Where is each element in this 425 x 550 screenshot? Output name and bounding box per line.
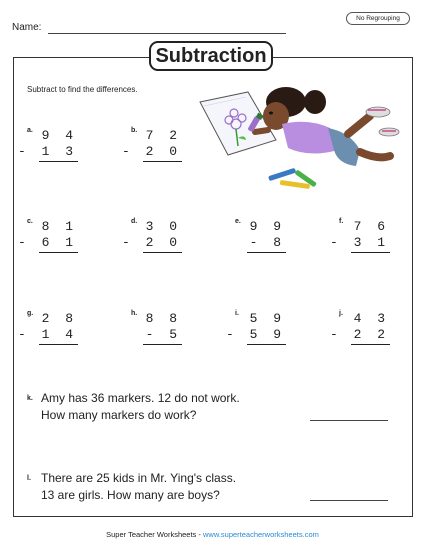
- minuend: 4 3: [353, 311, 389, 326]
- answer-rule[interactable]: [247, 252, 286, 253]
- problem-letter: i.: [235, 310, 239, 317]
- word-problem-text: Amy has 36 markers. 12 do not work.: [41, 391, 240, 405]
- subtrahend: - 3 1: [329, 235, 389, 250]
- word-problem-text: There are 25 kids in Mr. Ying's class.: [41, 471, 237, 485]
- answer-rule[interactable]: [39, 161, 78, 162]
- minuend: 8 1: [41, 219, 77, 234]
- answer-rule[interactable]: [351, 252, 390, 253]
- problem-letter: c.: [27, 218, 33, 225]
- answer-rule[interactable]: [143, 161, 182, 162]
- problem-letter: j.: [339, 310, 343, 317]
- word-problem: [27, 390, 240, 424]
- word-problem-letter: k.: [27, 395, 33, 402]
- word-problem-text: How many markers do work?: [41, 408, 197, 422]
- no-regrouping-badge: No Regrouping: [346, 12, 410, 25]
- answer-rule[interactable]: [39, 344, 78, 345]
- footer-link[interactable]: www.superteacherworksheets.com: [202, 530, 319, 539]
- answer-rule[interactable]: [351, 344, 390, 345]
- instructions: Subtract to find the differences.: [27, 85, 138, 94]
- page-title: Subtraction: [149, 41, 273, 71]
- name-label: Name:: [12, 22, 42, 33]
- answer-rule[interactable]: [143, 344, 182, 345]
- problem-letter: d.: [131, 218, 138, 225]
- minuend: 3 0: [145, 219, 181, 234]
- problem-letter: e.: [235, 218, 241, 225]
- word-problem-letter: l.: [27, 475, 31, 482]
- girl-drawing-illustration: [198, 80, 410, 195]
- subtrahend: - 2 0: [121, 144, 181, 159]
- problem-letter: g.: [27, 310, 34, 317]
- subtrahend: - 6 1: [17, 235, 77, 250]
- minuend: 9 9: [249, 219, 285, 234]
- subtrahend: - 1 3: [17, 144, 77, 159]
- answer-line[interactable]: [310, 500, 388, 501]
- answer-rule[interactable]: [143, 252, 182, 253]
- minuend: 7 2: [145, 128, 181, 143]
- answer-line[interactable]: [310, 420, 388, 421]
- minuend: 5 9: [249, 311, 285, 326]
- problem-letter: b.: [131, 127, 138, 134]
- subtrahend: - 2 2: [329, 327, 389, 342]
- word-problem: [27, 470, 236, 504]
- footer: [0, 530, 425, 539]
- subtrahend: - 8: [249, 235, 285, 250]
- minuend: 9 4: [41, 128, 77, 143]
- problem-letter: h.: [131, 310, 138, 317]
- name-input-line[interactable]: [48, 33, 286, 34]
- minuend: 2 8: [41, 311, 77, 326]
- word-problem-text: 13 are girls. How many are boys?: [41, 488, 220, 502]
- subtrahend: - 5: [145, 327, 181, 342]
- subtrahend: - 5 9: [225, 327, 285, 342]
- footer-separator: -: [196, 530, 203, 539]
- answer-rule[interactable]: [247, 344, 286, 345]
- minuend: 8 8: [145, 311, 181, 326]
- subtrahend: - 2 0: [121, 235, 181, 250]
- subtrahend: - 1 4: [17, 327, 77, 342]
- minuend: 7 6: [353, 219, 389, 234]
- footer-brand: Super Teacher Worksheets: [106, 530, 197, 539]
- problem-letter: f.: [339, 218, 344, 225]
- problem-letter: a.: [27, 127, 33, 134]
- answer-rule[interactable]: [39, 252, 78, 253]
